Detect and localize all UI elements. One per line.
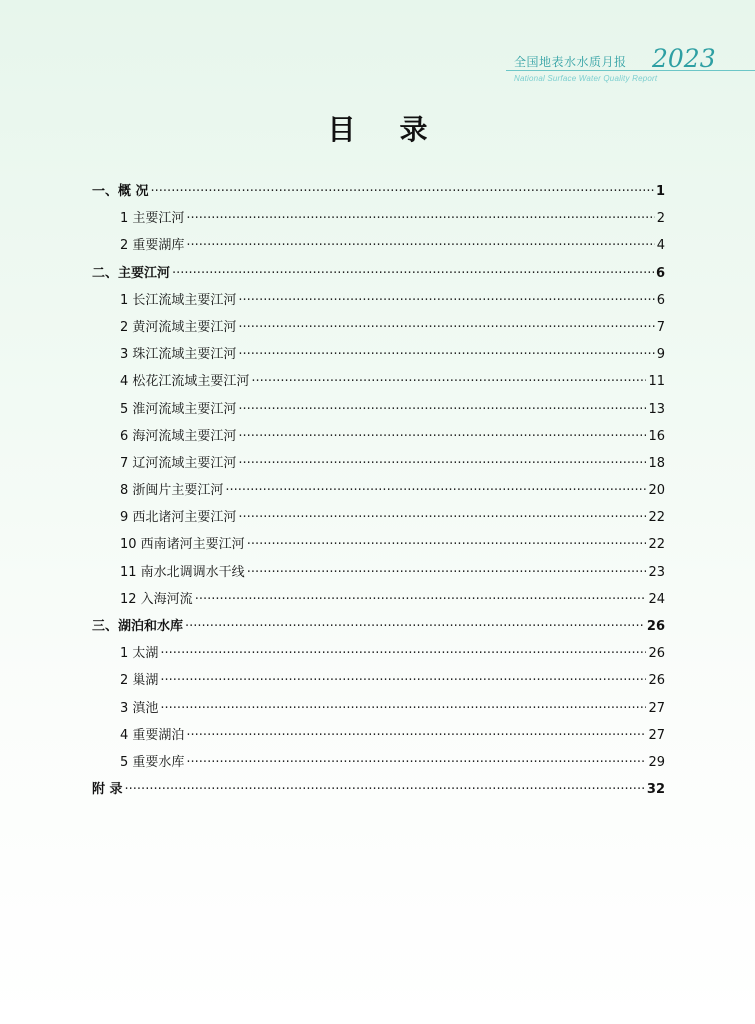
toc-entry-page: 26 [648,673,665,689]
toc-entry-label: 7 辽河流域主要江河 [120,455,237,471]
toc-leader-dots [125,782,645,797]
toc-entry[interactable] [92,262,665,289]
toc-entry[interactable] [92,533,665,560]
toc-leader-dots [186,728,646,743]
toc-entry-page: 32 [646,782,665,798]
toc-entry[interactable] [92,669,665,696]
toc-leader-dots [238,293,654,308]
toc-leader-dots [247,565,647,580]
toc-entry-label: 8 浙闽片主要江河 [120,483,224,499]
page-title: 目录 [327,113,472,146]
toc-entry[interactable] [92,642,665,669]
toc-leader-dots [238,456,646,471]
toc-entry-label: 4 松花江流域主要江河 [120,374,250,390]
toc-leader-dots [238,510,646,525]
toc-entry[interactable] [92,343,665,370]
toc-entry-page: 22 [648,510,665,526]
toc-entry-page: 18 [648,455,665,471]
toc-leader-dots [238,347,654,362]
toc-entry-page: 6 [655,265,665,281]
toc-entry[interactable] [92,370,665,397]
toc-entry-label: 11 南水北调调水干线 [120,564,245,580]
toc-entry[interactable] [92,316,665,343]
toc-entry-page: 23 [648,564,665,580]
toc-entry[interactable] [92,615,665,642]
toc-entry-label: 9 西北诸河主要江河 [120,510,237,526]
toc-leader-dots [238,429,646,444]
toc-entry[interactable] [92,398,665,425]
toc-entry-page: 29 [648,754,665,770]
toc-entry-label: 附 录 [92,782,123,798]
toc-leader-dots [160,701,646,716]
toc-entry-label: 2 巢湖 [120,673,159,689]
toc-entry-label: 一、概 况 [92,184,149,199]
toc-entry-page: 24 [648,591,665,607]
toc-entry-page: 27 [648,700,665,716]
toc-leader-dots [185,619,645,634]
toc-entry-label: 1 长江流域主要江河 [120,292,237,308]
toc-leader-dots [186,755,646,770]
toc-leader-dots [186,211,654,226]
toc-leader-dots [186,238,654,253]
toc-entry-label: 10 西南诸河主要江河 [120,537,245,553]
toc-entry[interactable] [92,561,665,588]
toc-leader-dots [238,402,646,417]
report-header [500,44,755,88]
toc-entry-label: 2 黄河流域主要江河 [120,319,237,335]
toc-entry-page: 27 [648,727,665,743]
toc-entry-page: 26 [648,646,665,662]
toc-entry[interactable] [92,697,665,724]
header-rule [506,70,755,71]
header-subtitle: National Surface Water Quality Report [514,74,658,83]
toc-entry-label: 5 淮河流域主要江河 [120,401,237,417]
header-year: 2023 [652,44,716,73]
toc-entry-label: 6 海河流域主要江河 [120,428,237,444]
toc-leader-dots [151,184,654,199]
toc-entry-page: 16 [648,428,665,444]
toc-leader-dots [251,374,646,389]
toc-leader-dots [160,673,646,688]
toc-entry[interactable] [92,180,665,207]
toc-entry[interactable] [92,452,665,479]
toc-entry-label: 二、主要江河 [92,265,171,281]
toc-leader-dots [247,537,647,552]
toc-entry-label: 1 太湖 [120,646,159,662]
toc-entry-page: 26 [646,619,665,634]
toc-entry[interactable] [92,479,665,506]
toc-entry[interactable] [92,724,665,751]
toc-entry-label: 4 重要湖泊 [120,727,185,743]
toc-entry[interactable] [92,751,665,778]
toc-entry-page: 2 [656,211,665,227]
toc-entry[interactable] [92,778,665,805]
toc-entry-label: 三、湖泊和水库 [92,619,184,634]
toc-leader-dots [195,592,647,607]
toc-entry-label: 3 滇池 [120,700,159,716]
toc-entry-page: 4 [656,238,665,254]
toc-entry[interactable] [92,289,665,316]
toc-entry-label: 5 重要水库 [120,754,185,770]
table-of-contents [92,180,665,805]
toc-entry-label: 3 珠江流域主要江河 [120,347,237,363]
toc-entry-page: 6 [656,292,665,308]
toc-entry[interactable] [92,425,665,452]
toc-leader-dots [172,266,654,281]
toc-entry-label: 2 重要湖库 [120,238,185,254]
toc-entry-label: 12 入海河流 [120,591,193,607]
toc-entry[interactable] [92,506,665,533]
toc-entry-page: 13 [648,401,665,417]
toc-entry[interactable] [92,207,665,234]
toc-leader-dots [160,646,646,661]
header-title: 全国地表水水质月报 [514,55,627,69]
toc-entry-page: 22 [648,537,665,553]
toc-entry[interactable] [92,588,665,615]
toc-leader-dots [238,320,654,335]
toc-entry-page: 11 [648,374,665,390]
toc-entry-page: 9 [656,347,665,363]
toc-entry-label: 1 主要江河 [120,211,185,227]
toc-entry-page: 1 [655,184,665,199]
toc-leader-dots [225,483,646,498]
toc-entry-page: 20 [648,483,665,499]
toc-entry[interactable] [92,234,665,261]
toc-entry-page: 7 [656,319,665,335]
